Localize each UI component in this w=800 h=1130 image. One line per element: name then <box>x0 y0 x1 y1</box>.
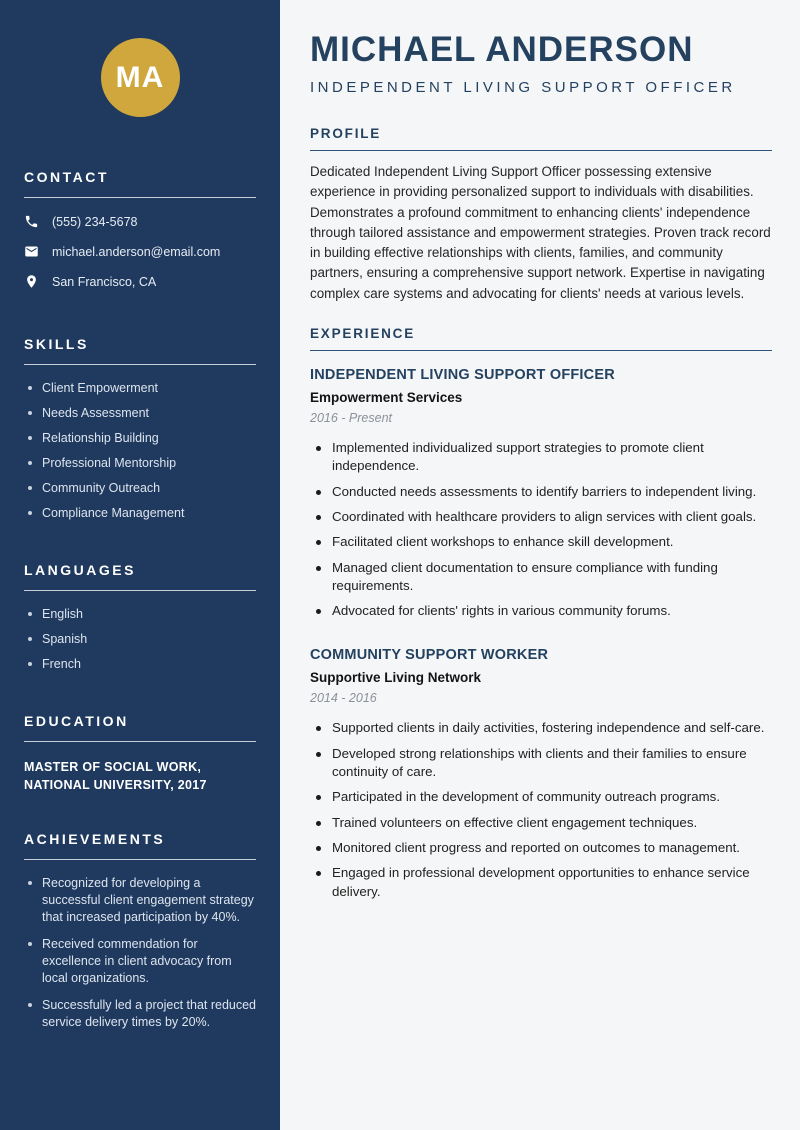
job-bullet: Managed client documentation to ensure compliance with funding requirements. <box>316 559 772 596</box>
resume-sidebar <box>0 0 280 1130</box>
achievement-item: Recognized for developing a successful client engagement strategy that increased participation by 40%. <box>28 875 256 926</box>
skills-section-title: SKILLS <box>24 336 256 365</box>
profile-section-title: PROFILE <box>310 126 772 151</box>
job-bullet: Developed strong relationships with clients and their families to ensure continuity of care. <box>316 745 772 782</box>
job-bullet: Monitored client progress and reported on outcomes to management. <box>316 839 772 857</box>
job-entry-2 <box>310 647 772 900</box>
contact-location-value: San Francisco, CA <box>52 274 157 289</box>
skill-item: Client Empowerment <box>28 380 256 396</box>
experience-section-title: EXPERIENCE <box>310 326 772 351</box>
location-pin-icon <box>24 274 39 289</box>
job-bullet: Conducted needs assessments to identify barriers to independent living. <box>316 483 772 501</box>
profile-text: Dedicated Independent Living Support Officer possessing extensive experience in providing personalized support to individuals with disabilities. Demonstrates a profound commitment to enhancing clients' independence through tailored assistance and empowerment strategies. Proven track record in building effective relationships with clients, families, and community partners, ensuring a comprehensive support network. Expertise in navigating complex care systems and advocating for clients' needs at various levels. <box>310 164 771 301</box>
avatar <box>101 38 180 117</box>
language-item: English <box>28 606 256 622</box>
achievements-list <box>24 875 256 1031</box>
job-bullet: Advocated for clients' rights in various community forums. <box>316 602 772 620</box>
job-company: Supportive Living Network <box>310 670 482 686</box>
job-company: Empowerment Services <box>310 390 463 406</box>
job-title: INDEPENDENT LIVING SUPPORT OFFICER <box>310 367 615 384</box>
education-section-title: EDUCATION <box>24 713 256 742</box>
phone-icon <box>24 214 39 229</box>
contact-section-title: CONTACT <box>24 169 256 198</box>
person-headline: INDEPENDENT LIVING SUPPORT OFFICER <box>310 79 736 96</box>
job-bullet: Participated in the development of community outreach programs. <box>316 788 772 806</box>
job-bullet: Implemented individualized support strategies to promote client independence. <box>316 439 772 476</box>
job-bullet: Trained volunteers on effective client engagement techniques. <box>316 814 772 832</box>
job-bullet: Coordinated with healthcare providers to align services with client goals. <box>316 508 772 526</box>
skill-item: Community Outreach <box>28 480 256 496</box>
contact-row-location <box>24 274 256 289</box>
achievements-section-title: ACHIEVEMENTS <box>24 831 256 860</box>
job-entry-1 <box>310 367 772 620</box>
experience-section <box>310 326 772 901</box>
skills-list <box>24 380 256 521</box>
job-dates: 2014 - 2016 <box>310 691 377 706</box>
profile-section <box>310 126 772 304</box>
job-bullet: Engaged in professional development opportunities to enhance service delivery. <box>316 864 772 901</box>
languages-section-title: LANGUAGES <box>24 562 256 591</box>
job-bullet: Facilitated client workshops to enhance skill development. <box>316 533 772 551</box>
email-icon <box>24 244 39 259</box>
language-item: Spanish <box>28 631 256 647</box>
avatar-initials: MA <box>115 60 165 94</box>
job-bullet-list <box>310 439 772 620</box>
job-title: COMMUNITY SUPPORT WORKER <box>310 647 549 664</box>
resume-main <box>280 0 800 1130</box>
contact-row-email <box>24 244 256 259</box>
job-dates: 2016 - Present <box>310 411 392 426</box>
contact-phone-value: (555) 234-5678 <box>52 214 138 229</box>
skill-item: Compliance Management <box>28 505 256 521</box>
contact-row-phone <box>24 214 256 229</box>
person-name: MICHAEL ANDERSON <box>310 30 694 69</box>
skill-item: Needs Assessment <box>28 405 256 421</box>
contact-list <box>24 214 256 289</box>
education-degree: MASTER OF SOCIAL WORK, NATIONAL UNIVERSITY, 2017 <box>24 760 207 792</box>
contact-email-value: michael.anderson@email.com <box>52 244 221 259</box>
skill-item: Professional Mentorship <box>28 455 256 471</box>
job-bullet-list <box>310 719 772 900</box>
achievement-item: Received commendation for excellence in client advocacy from local organizations. <box>28 936 256 987</box>
languages-list <box>24 606 256 672</box>
achievement-item: Successfully led a project that reduced service delivery times by 20%. <box>28 997 256 1031</box>
job-bullet: Supported clients in daily activities, fostering independence and self-care. <box>316 719 772 737</box>
language-item: French <box>28 656 256 672</box>
contact-section <box>0 169 280 1031</box>
skill-item: Relationship Building <box>28 430 256 446</box>
